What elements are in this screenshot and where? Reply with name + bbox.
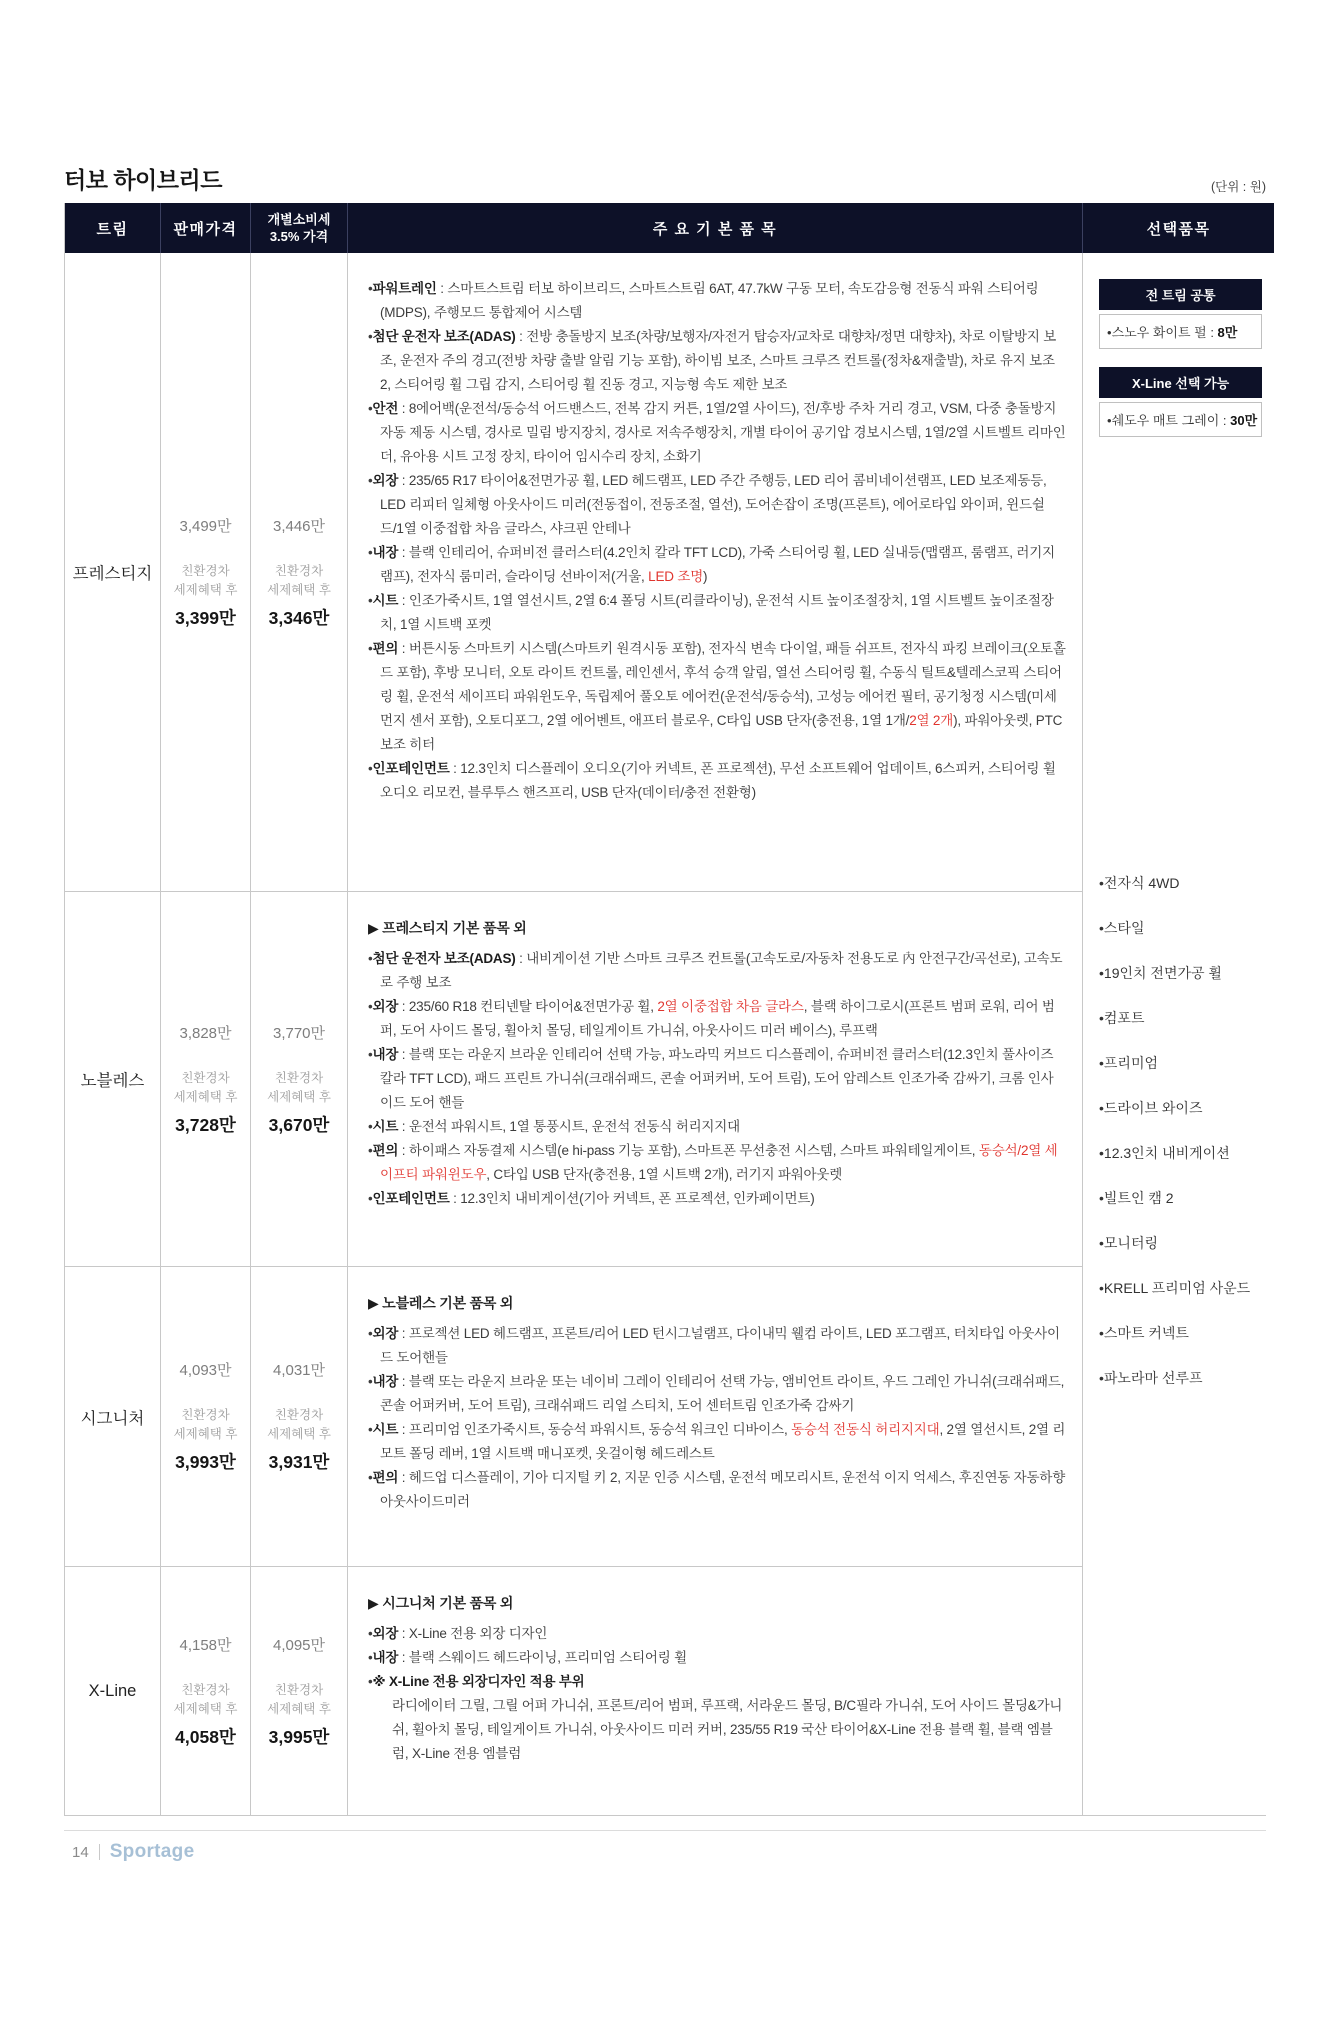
feature-label: 인포테인먼트 <box>372 1191 450 1206</box>
feature-text: X-Line 전용 외장 디자인 <box>408 1626 548 1641</box>
sale-price-cell-eco-note: 세제혜택 후 <box>173 1089 238 1104</box>
tax-price-cell-final: 3,670만 <box>268 1114 330 1135</box>
feature-text: ) <box>703 569 708 584</box>
feature-text: 2열 이중접합 차음 글라스 <box>657 999 804 1014</box>
option-item: • 스타일 <box>1099 918 1262 938</box>
feature-separator: : <box>515 329 527 344</box>
tax-price-cell-base: 3,446만 <box>272 517 326 535</box>
feature-label: 내장 <box>372 1650 399 1665</box>
option-item: • 모니터링 <box>1099 1233 1262 1253</box>
tax-price-cell <box>251 1267 348 1567</box>
tax-price-cell-eco-note: 세제혜택 후 <box>267 1089 331 1104</box>
feature-text: , C타입 USB 단자(충전용, 1열 시트백 2개), 러기지 파워아웃렛 <box>486 1167 843 1182</box>
option-box-all-trims-item <box>1099 314 1262 349</box>
sale-price-cell <box>161 253 251 892</box>
trim-cell: X-Line <box>65 1567 161 1815</box>
feature-item <box>368 397 1066 469</box>
trim-cell: 프레스티지 <box>65 253 161 892</box>
feature-item <box>368 469 1066 541</box>
feature-label: 내장 <box>372 1047 399 1062</box>
feature-separator: : <box>449 1191 461 1206</box>
feature-text: 전방 충돌방지 보조(차량/보행자/자전거 탑승자/교차로 대향차/정면 대향차), 차로 이탈방지 보조, 운전자 주의 경고(전방 차량 출발 알림 기능 포함), 하이빔 보조, 스마트 크루즈 컨트롤(정차&재출발), 차로 유지 보조 2, 스티어링 휠 그립 감지, 스티어링 휠 진동 경고, 지능형 속도 제한 보조 <box>380 329 1057 392</box>
column-header-options: 선택품목 <box>1083 203 1274 253</box>
features-cell <box>348 892 1083 1267</box>
feature-text: 블랙 스웨이드 헤드라이닝, 프리미엄 스티어링 휠 <box>408 1650 687 1665</box>
feature-separator: : <box>398 1470 409 1485</box>
option-box-xline <box>1099 367 1262 437</box>
tax-price-cell <box>251 892 348 1267</box>
column-header-tax-price <box>251 203 348 253</box>
feature-text: ), 파워아웃렛, PTC 보조 히터 <box>380 713 1063 752</box>
feature-item <box>368 947 1066 995</box>
feature-label: 인포테인먼트 <box>372 761 450 776</box>
option-item: • 12.3인치 내비게이션 <box>1099 1143 1262 1163</box>
feature-label: 편의 <box>372 1470 399 1485</box>
sale-price-cell <box>161 1567 251 1815</box>
feature-text: 동승석 전동식 허리지지대 <box>791 1422 940 1437</box>
feature-text: 12.3인치 내비게이션(기아 커넥트, 폰 프로젝션, 인카페이먼트) <box>460 1191 815 1206</box>
sale-price-cell-eco-note: 세제혜택 후 <box>173 1701 238 1716</box>
option-item: • 스마트 커넥트 <box>1099 1323 1262 1343</box>
feature-item <box>368 637 1066 757</box>
feature-item <box>368 995 1066 1043</box>
option-label: 스노우 화이트 펄 <box>1111 325 1207 340</box>
option-box-xline-item <box>1099 402 1262 437</box>
column-header-price: 판매가격 <box>161 203 251 253</box>
feature-text: , 블랙 하이그로시(프론트 범퍼 로워, 리어 범퍼, 도어 사이드 몰딩, 휠아치 몰딩, 테일게이트 가니쉬, 아웃사이드 미러 베이스), 루프랙 <box>380 999 1055 1038</box>
tax-price-cell-final: 3,995만 <box>268 1726 330 1747</box>
feature-separator: : <box>398 593 409 608</box>
page-number: 14 <box>72 1843 89 1861</box>
feature-text: 헤드업 디스플레이, 기아 디지털 키 2, 지문 인증 시스템, 운전석 메모리시트, 운전석 이지 억세스, 후진연동 자동하향 아웃사이드미러 <box>380 1470 1066 1509</box>
feature-item <box>368 325 1066 397</box>
feature-separator: : <box>398 401 409 416</box>
tax-price-cell-eco-note: 세제혜택 후 <box>267 1427 331 1441</box>
option-box-all-trims-header: 전 트림 공통 <box>1099 279 1262 310</box>
feature-item <box>368 541 1066 589</box>
option-item: • 19인치 전면가공 휠 <box>1099 963 1262 983</box>
tax-price-cell-eco-note: 친환경차 <box>274 1070 324 1085</box>
feature-item <box>368 1187 1066 1211</box>
feature-separator: : <box>398 1422 409 1437</box>
tax-price-cell-base: 4,095만 <box>272 1636 326 1654</box>
sale-price-cell-eco-note: 세제혜택 후 <box>173 1427 238 1441</box>
column-header-tax-line2: 3.5% 가격 <box>269 229 329 244</box>
feature-label: 외장 <box>372 1326 399 1341</box>
feature-separator: : <box>398 1047 409 1062</box>
feature-item <box>368 277 1066 325</box>
feature-label: 외장 <box>372 1626 399 1641</box>
option-label: 쉐도우 매트 그레이 <box>1111 413 1220 428</box>
feature-separator: : <box>436 281 448 296</box>
feature-text: 12.3인치 디스플레이 오디오(기아 커넥트, 폰 프로젝션), 무선 소프트웨어 업데이트, 6스피커, 스티어링 휠 오디오 리모컨, 블루투스 핸즈프리, USB 단자(데이터/충전 전환형) <box>380 761 1056 800</box>
option-box-xline-header: X-Line 선택 가능 <box>1099 367 1262 398</box>
feature-item <box>368 1622 1066 1646</box>
pricing-table <box>64 203 1266 1816</box>
option-box-all-trims <box>1099 279 1262 349</box>
feature-separator: : <box>515 951 527 966</box>
brand-name: Sportage <box>109 1841 195 1862</box>
feature-label: 시트 <box>372 1422 399 1437</box>
base-items-note: ▶ 노블레스 기본 품목 외 <box>368 1295 514 1311</box>
feature-text: 235/60 R18 컨티넨탈 타이어&전면가공 휠, <box>408 999 658 1014</box>
sale-price-cell-final: 3,993만 <box>175 1452 236 1472</box>
feature-label: 시트 <box>372 593 399 608</box>
feature-label: 시트 <box>372 1119 399 1134</box>
tax-price-cell <box>251 253 348 892</box>
page-title: 터보 하이브리드 <box>64 167 222 193</box>
feature-text: 프리미엄 인조가죽시트, 동승석 파워시트, 동승석 워크인 디바이스, <box>408 1422 792 1437</box>
sale-price-cell-eco-note: 친환경차 <box>181 563 230 578</box>
footer-divider <box>99 1844 100 1860</box>
feature-item <box>368 1670 1066 1694</box>
sale-price-cell-eco-note: 세제혜택 후 <box>173 582 238 597</box>
feature-text: 2열 2개 <box>909 713 954 728</box>
sale-price-cell-base: 4,158만 <box>179 1636 232 1654</box>
unit-note: (단위 : 원) <box>1211 180 1266 194</box>
sale-price-cell <box>161 892 251 1267</box>
base-items-note: ▶ 프레스티지 기본 품목 외 <box>368 920 527 936</box>
option-separator: : <box>1206 325 1218 340</box>
page-footer <box>64 1830 1266 1863</box>
feature-separator: : <box>398 1119 409 1134</box>
tax-price-cell <box>251 1567 348 1815</box>
options-panel <box>1083 253 1274 1815</box>
feature-lead: ※ X-Line 전용 외장디자인 적용 부위 <box>372 1674 585 1689</box>
sale-price-cell <box>161 1267 251 1567</box>
option-item: • 컴포트 <box>1099 1008 1262 1028</box>
sale-price-cell-base: 3,499만 <box>179 517 232 535</box>
feature-label: 외장 <box>372 473 399 488</box>
feature-item <box>368 1466 1066 1514</box>
feature-label: 안전 <box>372 401 399 416</box>
feature-item <box>368 1115 1066 1139</box>
tax-price-cell-final: 3,346만 <box>268 607 330 628</box>
feature-label: 외장 <box>372 999 399 1014</box>
column-header-tax-line1: 개별소비세 <box>267 212 331 227</box>
base-items-note: ▶ 시그니처 기본 품목 외 <box>368 1595 514 1611</box>
page-header <box>64 162 1266 195</box>
feature-label: 내장 <box>372 1374 399 1389</box>
feature-item <box>368 1043 1066 1115</box>
feature-text: 235/65 R17 타이어&전면가공 휠, LED 헤드램프, LED 주간 주행등, LED 리어 콤비네이션램프, LED 보조제동등, LED 리피터 일체형 아웃사이드 미러(전동접이, 전동조절, 열선), 도어손잡이 조명(프론트), 에어로타입 와이퍼, 윈드쉴드/1열 이중접합 차음 글라스, 샤크핀 안테나 <box>380 473 1047 536</box>
feature-text: 블랙 또는 라운지 브라운 인테리어 선택 가능, 파노라믹 커브드 디스플레이, 슈퍼비전 클러스터(12.3인치 풀사이즈 칼라 TFT LCD), 패드 프린트 가니쉬(크래쉬패드, 콘솔 어퍼커버, 도어 트림), 도어 암레스트 인조가죽 감싸기, 크롬 인사이드 도어 핸들 <box>380 1047 1054 1110</box>
feature-separator: : <box>398 999 409 1014</box>
feature-separator: : <box>398 641 409 656</box>
feature-label: 첨단 운전자 보조(ADAS) <box>372 951 516 966</box>
feature-separator: : <box>398 1626 409 1641</box>
feature-item <box>368 1418 1066 1466</box>
feature-text: 인조가죽시트, 1열 열선시트, 2열 6:4 폴딩 시트(리클라이닝), 운전석 시트 높이조절장치, 1열 시트벨트 높이조절장치, 1열 시트백 포켓 <box>380 593 1054 632</box>
feature-text: 라디에이터 그릴, 그릴 어퍼 가니쉬, 프론트/리어 범퍼, 루프랙, 서라운드 몰딩, B/C필라 가니쉬, 도어 사이드 몰딩&가니쉬, 휠아치 몰딩, 테일게이트 가니쉬, 아웃사이드 미러 커버, 235/55 R19 국산 타이어&X-Line 전용 블랙 휠, 블랙 엠블럼, X-Line 전용 엠블럼 <box>392 1698 1063 1761</box>
feature-text: 블랙 인테리어, 슈퍼비전 클러스터(4.2인치 칼라 TFT LCD), 가죽 스티어링 휠, LED 실내등(맵램프, 룸램프, 러기지램프), 전자식 룸미러, 슬라이딩 선바이저(거울, <box>380 545 1055 584</box>
sale-price-cell-base: 3,828만 <box>179 1024 232 1042</box>
sale-price-cell-eco-note: 친환경차 <box>181 1070 230 1085</box>
sale-price-cell-final: 3,399만 <box>175 607 236 628</box>
option-item: • KRELL 프리미엄 사운드 <box>1099 1278 1262 1298</box>
feature-text: 8에어백(운전석/동승석 어드밴스드, 전복 감지 커튼, 1열/2열 사이드), 전/후방 주차 거리 경고, VSM, 다중 충돌방지 자동 제동 시스템, 경사로 밀림 방지장치, 경사로 저속주행장치, 개별 타이어 공기압 경보시스템, 1열/2열 시트벨트 리마인더, 유아용 시트 고정 장치, 타이어 임시수리 장치, 소화기 <box>380 401 1066 464</box>
tax-price-cell-eco-note: 친환경차 <box>274 563 324 578</box>
feature-separator: : <box>398 1326 409 1341</box>
option-price: 8만 <box>1217 325 1238 340</box>
page <box>64 162 1266 1863</box>
feature-item <box>368 1370 1066 1418</box>
feature-label: 첨단 운전자 보조(ADAS) <box>372 329 516 344</box>
feature-separator: : <box>398 1374 409 1389</box>
feature-text: 버튼시동 스마트키 시스템(스마트키 원격시동 포함), 전자식 변속 다이얼, 패들 쉬프트, 전자식 파킹 브레이크(오토홀드 포함), 후방 모니터, 오토 라이트 컨트롤, 레인센서, 후석 승객 알림, 열선 스티어링 휠, 수동식 틸트&텔레스코픽 스티어링 휠, 운전석 세이프티 파워윈도우, 독립제어 풀오토 에어컨(운전석/동승석), 고성능 에어컨 필터, 공기청정 시스템(미세먼지 센서 포함), 오토디포그, 2열 에어벤트, 애프터 블로우, C타입 USB 단자(충전용, 1열 1개/ <box>380 641 1066 728</box>
feature-item <box>368 589 1066 637</box>
column-header-trim: 트림 <box>65 203 161 253</box>
feature-text: 동승석/2열 세이프티 파워윈도우 <box>380 1143 1058 1182</box>
feature-separator: : <box>398 1650 409 1665</box>
feature-label: 편의 <box>372 1143 399 1158</box>
feature-item <box>368 1322 1066 1370</box>
option-item: • 프리미엄 <box>1099 1053 1262 1073</box>
sale-price-cell-final: 3,728만 <box>175 1114 236 1135</box>
option-item: • 파노라마 선루프 <box>1099 1368 1262 1388</box>
feature-text: , 2열 열선시트, 2열 리모트 폴딩 레버, 1열 시트백 매니포켓, 옷걸이형 헤드레스트 <box>380 1422 1066 1461</box>
features-cell <box>348 253 1083 892</box>
option-price: 30만 <box>1230 413 1258 428</box>
trim-cell: 노블레스 <box>65 892 161 1267</box>
feature-separator: : <box>398 545 409 560</box>
tax-price-cell-base: 4,031만 <box>272 1362 326 1379</box>
feature-text: 운전석 파워시트, 1열 통풍시트, 운전석 전동식 허리지지대 <box>408 1119 740 1134</box>
tax-price-cell-eco-note: 세제혜택 후 <box>267 1701 331 1716</box>
feature-item <box>368 1646 1066 1670</box>
feature-label: 내장 <box>372 545 399 560</box>
features-cell <box>348 1567 1083 1815</box>
feature-label: 파워트레인 <box>372 281 437 296</box>
sale-price-cell-base: 4,093만 <box>179 1362 232 1379</box>
feature-separator: : <box>398 1143 409 1158</box>
feature-label: 편의 <box>372 641 399 656</box>
sale-price-cell-eco-note: 친환경차 <box>181 1682 230 1697</box>
feature-text: 스마트스트림 터보 하이브리드, 스마트스트림 6AT, 47.7kW 구동 모터, 속도감응형 전동식 파워 스티어링(MDPS), 주행모드 통합제어 시스템 <box>380 281 1039 320</box>
option-item: • 전자식 4WD <box>1099 873 1262 893</box>
feature-item <box>368 1139 1066 1187</box>
tax-price-cell-final: 3,931만 <box>268 1452 330 1472</box>
option-item: • 빌트인 캠 2 <box>1099 1188 1262 1208</box>
tax-price-cell-eco-note: 세제혜택 후 <box>267 582 331 597</box>
tax-price-cell-base: 3,770만 <box>272 1024 326 1042</box>
trim-cell: 시그니처 <box>65 1267 161 1567</box>
feature-item <box>368 757 1066 805</box>
feature-text: LED 조명 <box>648 569 704 584</box>
tax-price-cell-eco-note: 친환경차 <box>274 1682 324 1697</box>
feature-text: 내비게이션 기반 스마트 크루즈 컨트롤(고속도로/자동차 전용도로 內 안전구간/곡선로), 고속도로 주행 보조 <box>380 951 1063 990</box>
features-cell <box>348 1267 1083 1567</box>
option-item: • 드라이브 와이즈 <box>1099 1098 1262 1118</box>
option-separator: : <box>1219 413 1231 428</box>
feature-separator: : <box>449 761 461 776</box>
tax-price-cell-eco-note: 친환경차 <box>274 1408 324 1422</box>
feature-separator: : <box>398 473 409 488</box>
column-header-features: 주 요 기 본 품 목 <box>348 203 1083 253</box>
sale-price-cell-final: 4,058만 <box>175 1726 236 1747</box>
sale-price-cell-eco-note: 친환경차 <box>181 1408 230 1422</box>
feature-text: 프로젝션 LED 헤드램프, 프론트/리어 LED 턴시그널램프, 다이내믹 웰컴 라이트, LED 포그램프, 터치타입 아웃사이드 도어핸들 <box>380 1326 1060 1365</box>
options-list <box>1099 873 1262 1388</box>
feature-item <box>368 1694 1066 1766</box>
feature-text: 하이패스 자동결제 시스템(e hi-pass 기능 포함), 스마트폰 무선충전 시스템, 스마트 파워테일게이트, <box>408 1143 979 1158</box>
feature-text: 블랙 또는 라운지 브라운 또는 네이비 그레이 인테리어 선택 가능, 앰비언트 라이트, 우드 그레인 가니쉬(크래쉬패드, 콘솔 어퍼커버, 도어 트림), 크래쉬패드 리얼 스티치, 도어 센터트림 인조가죽 감싸기 <box>380 1374 1065 1413</box>
